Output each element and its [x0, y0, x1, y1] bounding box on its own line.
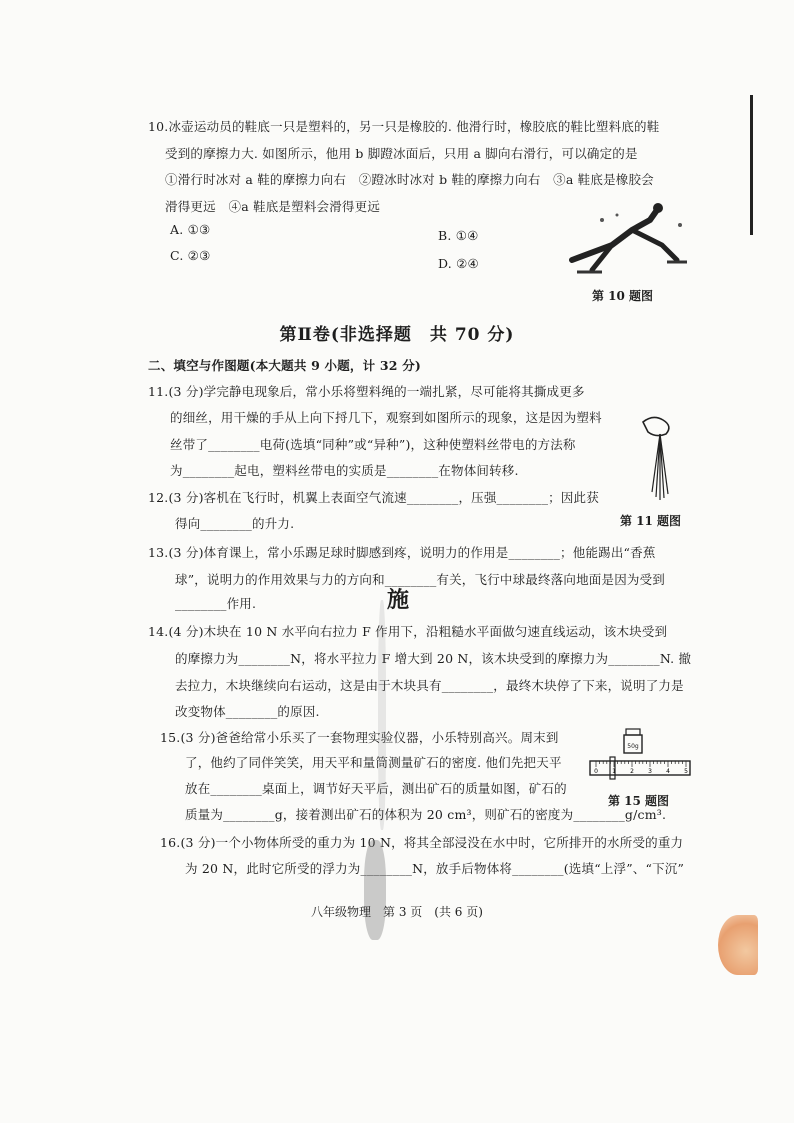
q12-line1: 12.(3 分)客机在飞行时，机翼上表面空气流速________，压强________；因此获 [148, 490, 599, 505]
q14-line1: 14.(4 分)木块在 10 N 水平向右拉力 F 作用下，沿粗糙水平面做匀速直线运动，该木块受到 [148, 624, 668, 639]
q11-line4: 为________起电，塑料丝带电的实质是________在物体间转移. [170, 463, 519, 478]
q10-line1: 10.冰壶运动员的鞋底一只是塑料的，另一只是橡胶的. 他滑行时，橡胶底的鞋比塑料底的鞋 [148, 119, 660, 134]
ruler-tick-label: 4 [666, 768, 670, 775]
section-ii-title: 第Ⅱ卷(非选择题 共 70 分) [279, 325, 515, 345]
q15-figure-caption: 第 15 题图 [608, 794, 670, 808]
q14-line3: 去拉力，木块继续向右运动，这是由于木块具有________，最终木块停了下来，说明了力是 [175, 678, 684, 693]
ruler-tick-label: 2 [630, 768, 634, 775]
q10-figure-caption: 第 10 题图 [592, 289, 654, 303]
q13-line2: 球”，说明力的作用效果与力的方向和________有关，飞行中球最终落向地面是因为受到 [175, 572, 665, 587]
q10-line3: ①滑行时冰对 a 鞋的摩擦力向右 ②蹬冰时冰对 b 鞋的摩擦力向右 ③a 鞋底是橡胶会 [165, 172, 654, 187]
ruler-tick-label: 0 [594, 768, 598, 775]
q10-line4: 滑得更远 ④a 鞋底是塑料会滑得更远 [165, 199, 381, 214]
q11-figure-caption: 第 11 题图 [620, 514, 682, 528]
scan-edge-mark [750, 95, 753, 235]
q10-line2: 受到的摩擦力大. 如图所示，他用 b 脚蹬冰面后，只用 a 脚向右滑行，可以确定的是 [165, 146, 638, 161]
q10-option-a: A. ①③ [170, 222, 211, 237]
q15-line1: 15.(3 分)爸爸给常小乐买了一套物理实验仪器，小乐特别高兴。周末到 [160, 730, 559, 745]
q14-line4: 改变物体________的原因. [175, 704, 320, 719]
scan-smudge [364, 840, 386, 940]
q15-weight-label: 50g [627, 743, 639, 750]
q11-hand-plastic-strands-figure [638, 412, 688, 502]
q15-line2: 了，他约了同伴笑笑，用天平和量筒测量矿石的密度. 他们先把天平 [185, 755, 562, 770]
scan-fold-line [378, 600, 386, 830]
q12-line2: 得向________的升力. [175, 516, 295, 531]
q11-line2: 的细丝，用干燥的手从上向下捋几下，观察到如图所示的现象，这是因为塑料 [170, 410, 602, 425]
scan-finger-artifact [718, 915, 758, 975]
q15-balance-weight-figure [588, 727, 692, 783]
q11-line1: 11.(3 分)学完静电现象后，常小乐将塑料绳的一端扎紧，尽可能将其撕成更多 [148, 384, 585, 399]
ruler-tick-label: 1 [612, 768, 616, 775]
q10-option-d: D. ②④ [438, 256, 479, 271]
q15-line3: 放在________桌面上，调节好天平后，测出矿石的质量如图，矿石的 [185, 781, 567, 796]
q15-line4: 质量为________g，接着测出矿石的体积为 20 cm³，则矿石的密度为________g/cm³. [185, 807, 667, 822]
ruler-tick-label: 5 [684, 768, 688, 775]
section-ii-heading: 二、填空与作图题(本大题共 9 小题，计 32 分) [148, 358, 422, 373]
q10-option-c: C. ②③ [170, 248, 211, 263]
page-footer: 八年级物理 第 3 页 (共 6 页) [311, 905, 483, 919]
q11-line3: 丝带了________电荷(选填“同种”或“异种”)，这种使塑料丝带电的方法称 [170, 437, 576, 452]
q13-line1: 13.(3 分)体育课上，常小乐踢足球时脚感到疼，说明力的作用是________；他能踢出“香蕉 [148, 545, 656, 560]
q13-handwritten-answer: 施 [387, 588, 410, 613]
q16-line2: 为 20 N，此时它所受的浮力为________N，放手后物体将________(选填“上浮”、“下沉” [185, 861, 685, 876]
q15-ruler-ticks [594, 761, 688, 775]
ruler-tick-label: 3 [648, 768, 652, 775]
q16-line1: 16.(3 分)一个小物体所受的重力为 10 N，将其全部浸没在水中时，它所排开的水所受的重力 [160, 835, 684, 850]
q14-line2: 的摩擦力为________N，将水平拉力 F 增大到 20 N，该木块受到的摩擦力为________N. 撤 [175, 651, 692, 666]
q13-line3: ________作用. [175, 596, 257, 611]
q10-skater-figure [562, 200, 692, 280]
q10-option-b: B. ①④ [438, 228, 479, 243]
